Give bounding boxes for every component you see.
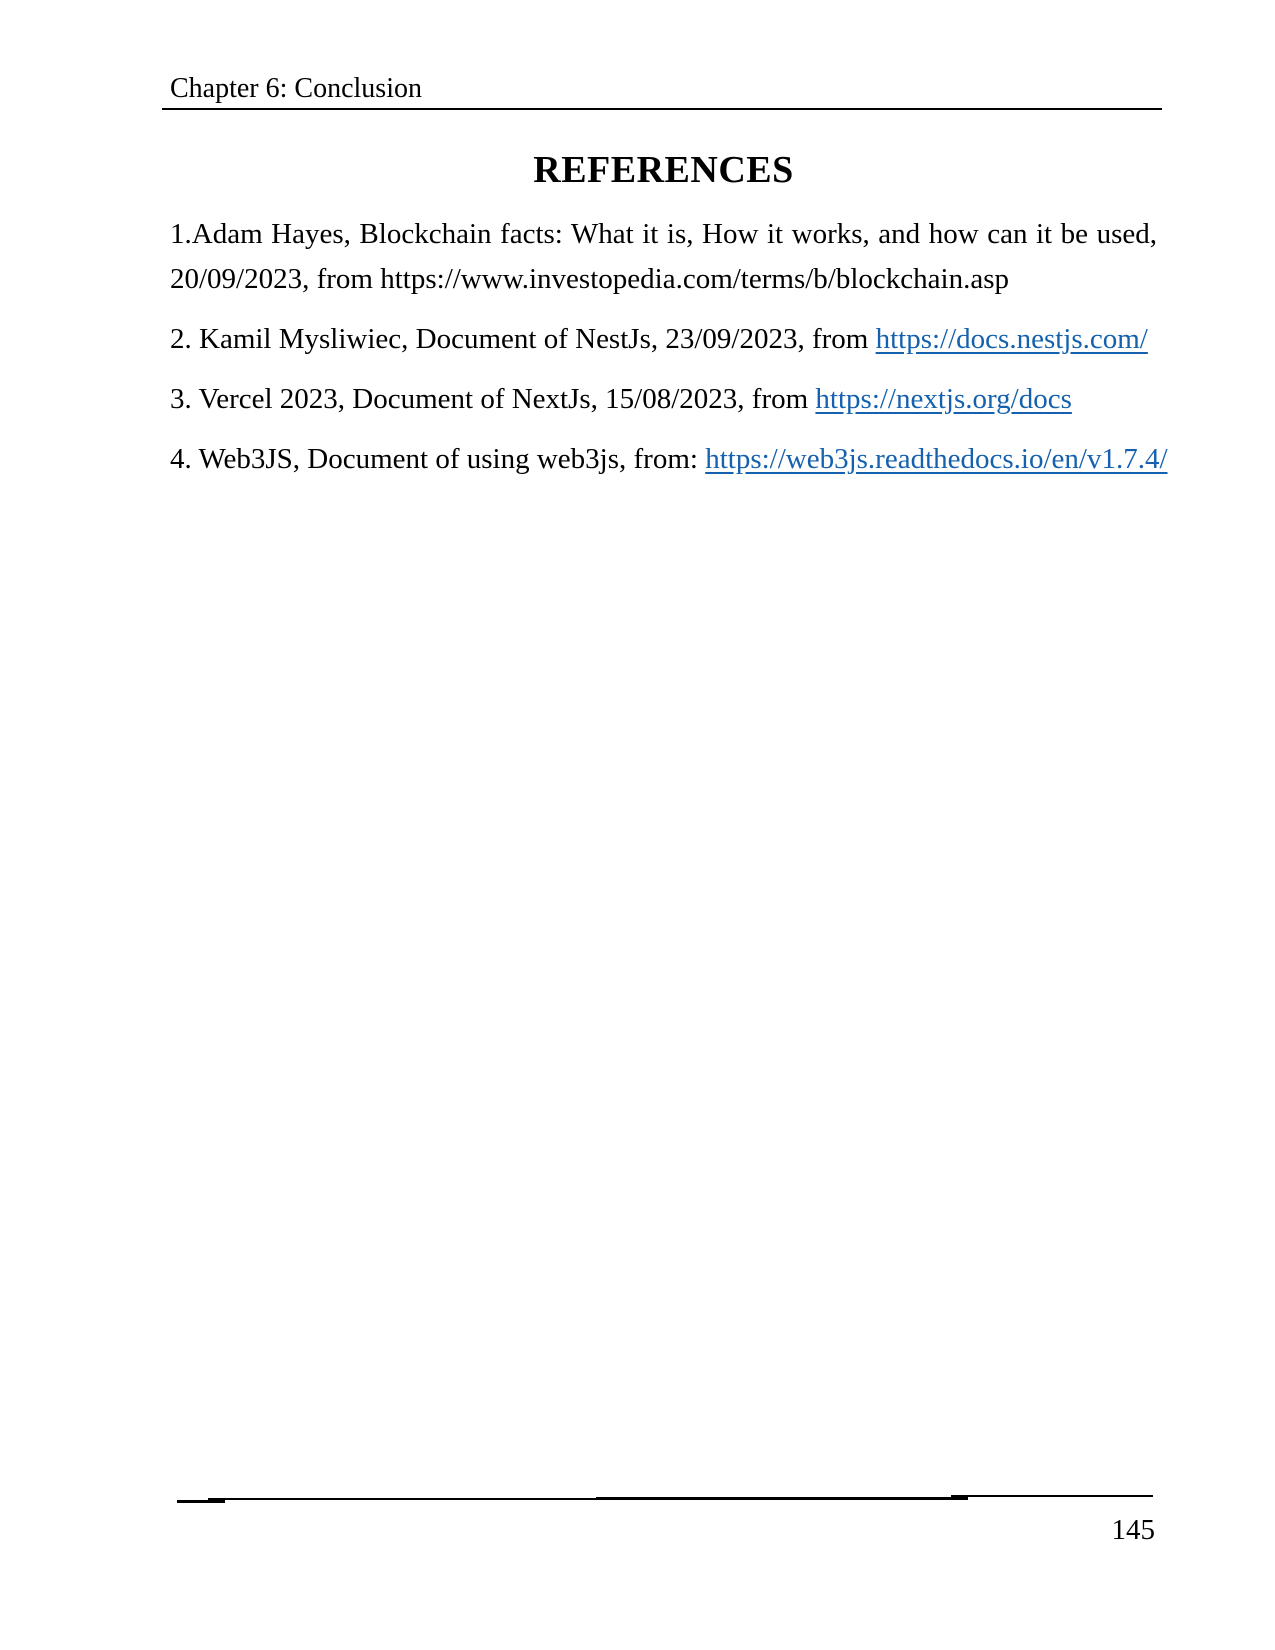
running-header-text: Chapter 6: Conclusion [170,73,422,104]
reference-list [170,212,1168,482]
footer-rule-segment [951,1495,1153,1497]
running-header [162,74,1162,110]
reference-4-text: 4. Web3JS, Document of using web3js, from: [170,443,706,475]
reference-item-3 [170,377,1157,422]
reference-3-link[interactable]: https://nextjs.org/docs [815,383,1072,415]
reference-item-1 [170,212,1157,302]
reference-3-text: 3. Vercel 2023, Document of NextJs, 15/08/2023, from [170,383,816,415]
page-number: 145 [1111,1514,1155,1546]
reference-4-link[interactable]: https://web3js.readthedocs.io/en/v1.7.4/ [705,443,1168,475]
reference-1-line-1: 1.Adam Hayes, Blockchain facts: What it is, How it works, and how can it be used, [170,218,1157,250]
footer-rule-segment [208,1498,612,1500]
reference-2-text: 2. Kamil Mysliwiec, Document of NestJs, 23/09/2023, from [170,323,876,355]
reference-item-2 [170,317,1157,362]
page-title: REFERENCES [533,149,794,191]
reference-2-link[interactable]: https://docs.nestjs.com/ [875,323,1148,355]
footer-rule-segment [177,1500,225,1503]
reference-1-line-2: 20/09/2023, from https://www.investopedia.com/terms/b/blockchain.asp [170,263,1009,295]
footer-rule-segment [596,1497,968,1500]
reference-item-4 [170,437,1168,482]
page-content [0,0,1275,482]
